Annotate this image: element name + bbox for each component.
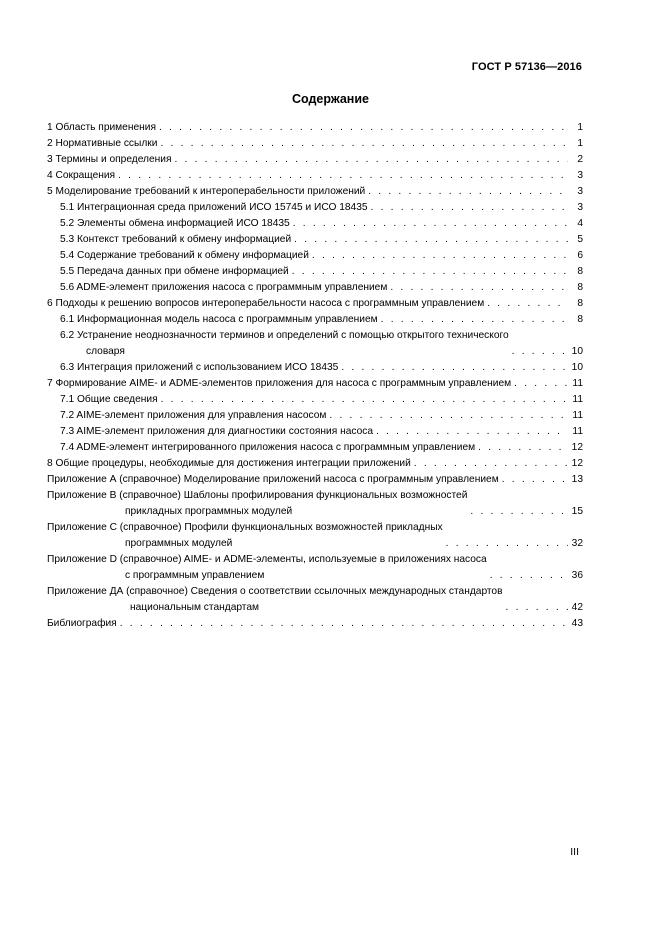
toc-entry-title-line1: Приложение ДА (справочное) Сведения о соответствии ссылочных международных стандартов <box>47 586 503 597</box>
toc-entry-title-line2: программных модулей <box>125 538 233 549</box>
toc-entry-page: 8 <box>577 298 583 309</box>
toc-entry[interactable] <box>47 552 583 584</box>
toc-entry-title-line1: Приложение D (справочное) AIME- и ADME-элементы, используемые в приложениях насоса <box>47 554 487 565</box>
toc-entry[interactable] <box>47 120 583 136</box>
toc-entry[interactable] <box>47 360 583 376</box>
toc-entry-title <box>47 552 487 584</box>
toc-entry[interactable] <box>47 136 583 152</box>
toc-entry[interactable] <box>47 216 583 232</box>
toc-leader-dots <box>160 136 568 152</box>
toc-entry-page: 5 <box>577 234 583 245</box>
toc-entry-page: 15 <box>571 506 583 517</box>
toc-entry-page: 6 <box>577 250 583 261</box>
toc-entry-page: 12 <box>571 458 583 469</box>
toc-entry-title-line2: национальным стандартам <box>130 602 260 613</box>
toc-entry[interactable] <box>47 152 583 168</box>
toc-leader-dots <box>312 248 568 264</box>
toc-entry-title <box>47 488 467 520</box>
toc-entry-page: 10 <box>571 346 583 357</box>
toc-entry-page: 32 <box>571 538 583 549</box>
toc-entry-title <box>47 520 443 552</box>
toc-entry[interactable] <box>47 584 583 616</box>
toc-entry-title: 7.2 AIME-элемент приложения для управления насосом <box>60 410 327 421</box>
toc-entry[interactable] <box>47 520 583 552</box>
toc-entry-page: 12 <box>571 442 583 453</box>
toc-entry-title <box>47 584 503 616</box>
document-standard-number: ГОСТ Р 57136—2016 <box>471 61 582 73</box>
toc-entry-title: 6.3 Интеграция приложений с использованием ИСО 18435 <box>60 362 339 373</box>
toc-leader-dots <box>371 200 568 216</box>
toc-entry[interactable] <box>47 392 583 408</box>
toc-entry-title: 7.3 AIME-элемент приложения для диагностики состояния насоса <box>60 426 373 437</box>
toc-entry-page: 42 <box>571 602 583 613</box>
toc-leader-dots <box>341 360 568 376</box>
toc-entry[interactable] <box>47 296 583 312</box>
toc-leader-dots <box>487 296 568 312</box>
toc-entry[interactable] <box>47 280 583 296</box>
toc-leader-dots <box>446 536 568 552</box>
toc-entry-title <box>60 328 509 360</box>
toc-entry-page: 10 <box>571 362 583 373</box>
toc-entry[interactable] <box>47 472 583 488</box>
toc-entry-title: 7.4 ADME-элемент интегрированного приложения насоса с программным управлением <box>60 442 476 453</box>
toc-leader-dots <box>414 456 568 472</box>
toc-leader-dots <box>159 120 568 136</box>
toc-entry-page: 8 <box>577 266 583 277</box>
toc-entry-title: 5.5 Передача данных при обмене информацией <box>60 266 289 277</box>
toc-entry-page: 13 <box>571 474 583 485</box>
toc-entry-page: 8 <box>577 314 583 325</box>
toc-entry-page: 11 <box>572 394 583 405</box>
toc-leader-dots <box>376 424 568 440</box>
toc-leader-dots <box>490 568 568 584</box>
toc-leader-dots <box>470 504 568 520</box>
toc-entry-title-line1: Приложение С (справочное) Профили функциональных возможностей прикладных <box>47 522 443 533</box>
toc-entry[interactable] <box>47 456 583 472</box>
toc-entry[interactable] <box>47 248 583 264</box>
toc-entry[interactable] <box>47 264 583 280</box>
toc-entry[interactable] <box>47 440 583 456</box>
toc-entry-page: 3 <box>577 186 583 197</box>
toc-entry-page: 11 <box>572 378 583 389</box>
toc-leader-dots <box>368 184 568 200</box>
toc-entry-title: 5.6 ADME-элемент приложения насоса с программным управлением <box>60 282 388 293</box>
toc-entry[interactable] <box>47 616 583 632</box>
toc-entry[interactable] <box>47 488 583 520</box>
toc-entry-page: 36 <box>571 570 583 581</box>
toc-entry-title-line1: Приложение В (справочное) Шаблоны профилирования функциональных возможностей <box>47 490 468 501</box>
toc-entry[interactable] <box>47 408 583 424</box>
toc-entry-page: 8 <box>577 282 583 293</box>
toc-leader-dots <box>161 392 568 408</box>
toc-entry-title: 7.1 Общие сведения <box>60 394 158 405</box>
toc-entry-title: 8 Общие процедуры, необходимые для достижения интеграции приложений <box>47 458 411 469</box>
toc-entry-page: 11 <box>572 426 583 437</box>
toc-entry-title: 4 Сокращения <box>47 170 116 181</box>
toc-entry[interactable] <box>47 312 583 328</box>
toc-entry[interactable] <box>47 200 583 216</box>
toc-entry-title: 5 Моделирование требований к интероперабельности приложений <box>47 186 366 197</box>
toc-leader-dots <box>506 600 568 616</box>
toc-entry-title: Библиография <box>47 618 117 629</box>
toc-entry[interactable] <box>47 168 583 184</box>
toc-entry[interactable] <box>47 184 583 200</box>
toc-leader-dots <box>514 376 568 392</box>
toc-leader-dots <box>381 312 568 328</box>
toc-entry-title: 7 Формирование AIME- и ADME-элементов приложения для насоса с программным управлением <box>47 378 512 389</box>
toc-entry-page: 43 <box>571 618 583 629</box>
toc-leader-dots <box>174 152 568 168</box>
toc-entry-page: 1 <box>577 122 583 133</box>
toc-leader-dots <box>294 232 568 248</box>
toc-entry-title: 5.4 Содержание требований к обмену информацией <box>60 250 309 261</box>
toc-entry-title: 1 Область применения <box>47 122 156 133</box>
toc-leader-dots <box>478 440 568 456</box>
toc-entry-title: 6.1 Информационная модель насоса с программным управлением <box>60 314 378 325</box>
toc-leader-dots <box>390 280 568 296</box>
toc-leader-dots <box>502 472 568 488</box>
toc-leader-dots <box>120 616 568 632</box>
toc-entry-page: 4 <box>577 218 583 229</box>
toc-entry-title-line2: прикладных программных модулей <box>125 506 293 517</box>
toc-entry-title-line2: с программным управлением <box>125 570 265 581</box>
toc-leader-dots <box>512 344 568 360</box>
toc-entry-page: 2 <box>577 154 583 165</box>
toc-entry-title: 3 Термины и определения <box>47 154 172 165</box>
toc-entry[interactable] <box>47 376 583 392</box>
toc-entry-title: 5.1 Интеграционная среда приложений ИСО 15745 и ИСО 18435 <box>60 202 368 213</box>
toc-entry-title: 2 Нормативные ссылки <box>47 138 158 149</box>
table-of-contents <box>47 120 583 632</box>
toc-leader-dots <box>292 264 568 280</box>
toc-entry-page: 11 <box>572 410 583 421</box>
toc-entry-title: 5.2 Элементы обмена информацией ИСО 18435 <box>60 218 290 229</box>
toc-entry[interactable] <box>47 232 583 248</box>
toc-entry-title-line2: словаря <box>86 346 125 357</box>
toc-entry-title: 6 Подходы к решению вопросов интероперабельности насоса с программным управлением <box>47 298 485 309</box>
page-title: Содержание <box>291 92 369 106</box>
page-number: III <box>570 846 579 858</box>
toc-leader-dots <box>293 216 568 232</box>
toc-leader-dots <box>118 168 568 184</box>
toc-entry-page: 1 <box>577 138 583 149</box>
toc-entry-page: 3 <box>577 202 583 213</box>
toc-entry[interactable] <box>47 328 583 360</box>
toc-entry-title: Приложение А (справочное) Моделирование приложений насоса с программным управлением <box>47 474 499 485</box>
toc-entry-title-line1: 6.2 Устранение неоднозначности терминов и определений с помощью открытого технического <box>60 330 509 341</box>
toc-entry-title: 5.3 Контекст требований к обмену информацией <box>60 234 292 245</box>
toc-entry[interactable] <box>47 424 583 440</box>
toc-entry-page: 3 <box>577 170 583 181</box>
toc-leader-dots <box>329 408 568 424</box>
